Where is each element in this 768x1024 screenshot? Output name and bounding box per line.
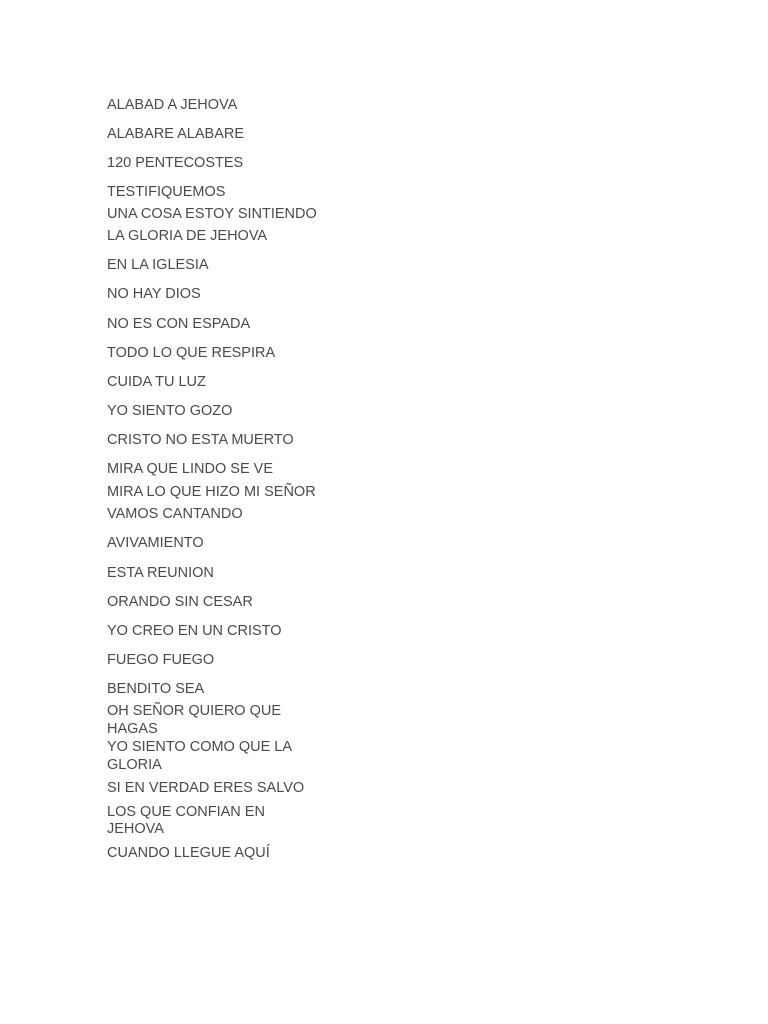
song-title: LOS QUE CONFIAN EN JEHOVA bbox=[107, 803, 265, 837]
song-title: CRISTO NO ESTA MUERTO bbox=[107, 431, 294, 448]
song-title: YO CREO EN UN CRISTO bbox=[107, 622, 282, 639]
song-title: CUANDO LLEGUE AQUÍ bbox=[107, 844, 270, 861]
song-title: YO SIENTO GOZO bbox=[107, 402, 233, 419]
song-title: ESTA REUNION bbox=[107, 564, 214, 581]
song-title: AVIVAMIENTO bbox=[107, 535, 204, 551]
song-title: OH SEÑOR QUIERO QUE HAGAS bbox=[107, 703, 282, 737]
song-title: TESTIFIQUEMOS bbox=[107, 184, 226, 200]
song-title: MIRA QUE LINDO SE VE bbox=[107, 460, 273, 477]
song-title: ALABAD A JEHOVA bbox=[107, 97, 238, 113]
song-title: TODO LO QUE RESPIRA bbox=[107, 344, 276, 361]
song-title: BENDITO SEA bbox=[107, 680, 205, 697]
song-title: CUIDA TU LUZ bbox=[107, 373, 206, 390]
song-title: EN LA IGLESIA bbox=[107, 257, 209, 273]
song-title: ORANDO SIN CESAR bbox=[107, 593, 253, 610]
song-title: NO ES CON ESPADA bbox=[107, 315, 251, 332]
song-title-list bbox=[107, 97, 322, 862]
song-title: FUEGO FUEGO bbox=[107, 651, 215, 668]
song-title: VAMOS CANTANDO bbox=[107, 506, 243, 522]
song-title: NO HAY DIOS bbox=[107, 286, 201, 302]
song-title: YO SIENTO COMO QUE LA GLORIA bbox=[107, 739, 292, 773]
song-title: LA GLORIA DE JEHOVA bbox=[107, 228, 268, 244]
song-title: 120 PENTECOSTES bbox=[107, 155, 244, 171]
song-title: MIRA LO QUE HIZO MI SEÑOR bbox=[107, 484, 316, 500]
song-title: UNA COSA ESTOY SINTIENDO bbox=[107, 206, 317, 222]
song-title: ALABARE ALABARE bbox=[107, 126, 245, 142]
song-title: SI EN VERDAD ERES SALVO bbox=[107, 780, 305, 796]
